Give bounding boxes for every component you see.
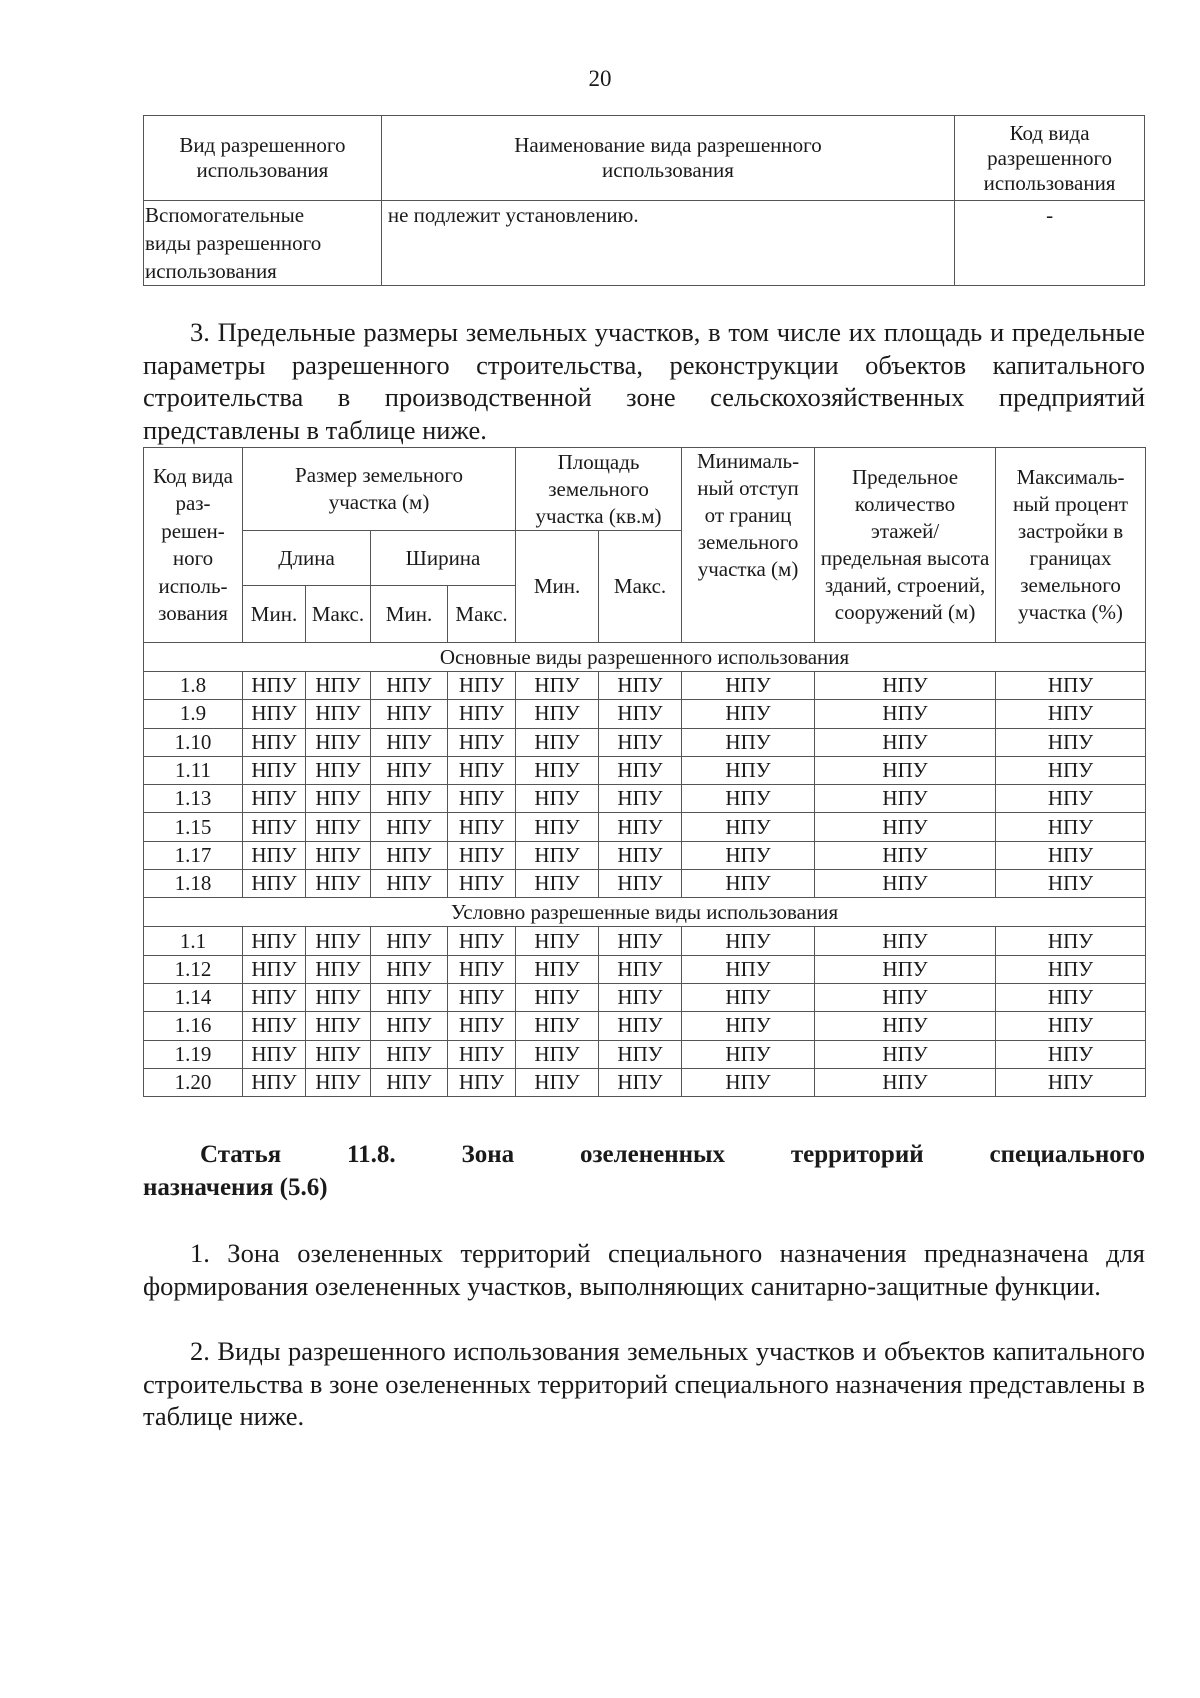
row-code: 1.13 bbox=[144, 785, 243, 813]
table-cell: НПУ bbox=[516, 927, 599, 955]
row-code: 1.10 bbox=[144, 728, 243, 756]
table-cell: НПУ bbox=[996, 1068, 1146, 1096]
table-cell: НПУ bbox=[448, 1068, 516, 1096]
table-cell: НПУ bbox=[448, 785, 516, 813]
table-cell: НПУ bbox=[682, 785, 815, 813]
header-area: Площадь земельного участка (кв.м) bbox=[516, 448, 682, 531]
table-cell: НПУ bbox=[996, 813, 1146, 841]
table-cell: НПУ bbox=[996, 700, 1146, 728]
table-cell: НПУ bbox=[516, 1040, 599, 1068]
table-cell: НПУ bbox=[996, 1040, 1146, 1068]
row-code: 1.20 bbox=[144, 1068, 243, 1096]
table-cell: НПУ bbox=[243, 927, 306, 955]
table-cell: НПУ bbox=[371, 813, 448, 841]
table-cell: НПУ bbox=[371, 672, 448, 700]
table-row bbox=[144, 672, 1146, 700]
table-cell: Вспомогательные виды разрешенного использования bbox=[144, 201, 382, 286]
table-cell: НПУ bbox=[815, 700, 996, 728]
row-code: 1.1 bbox=[144, 927, 243, 955]
row-code: 1.8 bbox=[144, 672, 243, 700]
article-heading: Статья 11.8. Зона озелененных территорий специального bbox=[200, 1141, 1145, 1168]
section-main: Основные виды разрешенного использования bbox=[144, 643, 1146, 672]
table-row bbox=[144, 955, 1146, 983]
table-cell: НПУ bbox=[682, 700, 815, 728]
table-cell: НПУ bbox=[599, 841, 682, 869]
table-cell: НПУ bbox=[815, 756, 996, 784]
table-cell: НПУ bbox=[243, 700, 306, 728]
header-length: Длина bbox=[243, 531, 371, 586]
header-code: Код вида раз-решен-ного исполь-зования bbox=[144, 448, 243, 643]
page-number: 20 bbox=[588, 66, 612, 91]
table-cell: НПУ bbox=[306, 1068, 371, 1096]
header-length-max: Макс. bbox=[306, 586, 371, 643]
table-cell: НПУ bbox=[448, 756, 516, 784]
table-cell: НПУ bbox=[682, 1068, 815, 1096]
table-cell: НПУ bbox=[448, 728, 516, 756]
table-cell: НПУ bbox=[599, 927, 682, 955]
table-cell: НПУ bbox=[371, 955, 448, 983]
table-cell: НПУ bbox=[371, 841, 448, 869]
table-cell: НПУ bbox=[371, 1068, 448, 1096]
table-cell: НПУ bbox=[448, 700, 516, 728]
table-cell: НПУ bbox=[599, 983, 682, 1011]
table-row bbox=[144, 728, 1146, 756]
header-cell: Наименование вида разрешенного использования bbox=[381, 116, 954, 201]
table-cell: НПУ bbox=[448, 983, 516, 1011]
header-width: Ширина bbox=[371, 531, 516, 586]
table-cell: НПУ bbox=[448, 841, 516, 869]
table-row bbox=[144, 983, 1146, 1011]
paragraph-3 bbox=[143, 316, 1145, 446]
table-cell: НПУ bbox=[243, 870, 306, 898]
section-conditional: Условно разрешенные виды использования bbox=[144, 898, 1146, 927]
table-cell: НПУ bbox=[599, 728, 682, 756]
header-width-max: Макс. bbox=[448, 586, 516, 643]
row-code: 1.18 bbox=[144, 870, 243, 898]
row-code: 1.12 bbox=[144, 955, 243, 983]
table-cell: НПУ bbox=[306, 841, 371, 869]
table-cell: НПУ bbox=[243, 813, 306, 841]
table-cell: НПУ bbox=[371, 700, 448, 728]
table-cell: НПУ bbox=[599, 672, 682, 700]
table-cell: НПУ bbox=[371, 785, 448, 813]
table-row bbox=[144, 841, 1146, 869]
table-cell: НПУ bbox=[516, 756, 599, 784]
paragraph-text: 3. Предельные размеры земельных участков, в том числе их площадь и предельные параметры разрешенного строительства, реконструкции объектов капитального строительства в производственной зоне сельскохозяйственных предприятий представлены в таблице ниже. bbox=[143, 317, 1145, 445]
table-cell: НПУ bbox=[243, 756, 306, 784]
table-cell: НПУ bbox=[682, 927, 815, 955]
table-cell: НПУ bbox=[306, 672, 371, 700]
table-cell: НПУ bbox=[996, 785, 1146, 813]
table-cell: НПУ bbox=[516, 955, 599, 983]
table-cell: НПУ bbox=[306, 955, 371, 983]
table-cell: НПУ bbox=[448, 672, 516, 700]
table-cell: НПУ bbox=[815, 1068, 996, 1096]
table-cell: НПУ bbox=[599, 700, 682, 728]
table-cell: НПУ bbox=[243, 983, 306, 1011]
table-cell: НПУ bbox=[996, 728, 1146, 756]
table-cell: НПУ bbox=[682, 870, 815, 898]
table-cell: НПУ bbox=[815, 983, 996, 1011]
table-cell: НПУ bbox=[815, 841, 996, 869]
table-cell: НПУ bbox=[996, 1012, 1146, 1040]
table-cell: не подлежит установлению. bbox=[381, 201, 954, 286]
row-code: 1.14 bbox=[144, 983, 243, 1011]
plot-parameters-table bbox=[143, 447, 1146, 1097]
table-cell: НПУ bbox=[682, 955, 815, 983]
table-cell: НПУ bbox=[815, 927, 996, 955]
table-cell: НПУ bbox=[306, 927, 371, 955]
table-row bbox=[144, 1040, 1146, 1068]
table-cell: НПУ bbox=[682, 983, 815, 1011]
table-cell: НПУ bbox=[448, 1012, 516, 1040]
header-cell: Вид разрешенного использования bbox=[144, 116, 382, 201]
table-cell: НПУ bbox=[448, 1040, 516, 1068]
header-area-min: Мин. bbox=[516, 531, 599, 643]
table-cell: НПУ bbox=[448, 955, 516, 983]
table-cell: НПУ bbox=[599, 1040, 682, 1068]
table-cell: НПУ bbox=[516, 728, 599, 756]
table-cell: НПУ bbox=[306, 983, 371, 1011]
header-max-percent: Максималь-ный процент застройки в границах земельного участка (%) bbox=[996, 448, 1146, 643]
table-cell: НПУ bbox=[682, 756, 815, 784]
article-heading-continuation: назначения (5.6) bbox=[143, 1174, 328, 1201]
table-cell: НПУ bbox=[682, 1040, 815, 1068]
table-cell: НПУ bbox=[306, 700, 371, 728]
table-row bbox=[144, 700, 1146, 728]
table-row bbox=[144, 756, 1146, 784]
table-cell: НПУ bbox=[243, 955, 306, 983]
table-cell: НПУ bbox=[306, 1012, 371, 1040]
table-cell: НПУ bbox=[371, 728, 448, 756]
table-cell: НПУ bbox=[516, 841, 599, 869]
paragraph-1 bbox=[143, 1237, 1145, 1302]
table-cell: НПУ bbox=[815, 1040, 996, 1068]
table-row bbox=[144, 870, 1146, 898]
table-cell: НПУ bbox=[815, 672, 996, 700]
table-cell: НПУ bbox=[243, 1040, 306, 1068]
table-cell: НПУ bbox=[599, 1068, 682, 1096]
table-cell: НПУ bbox=[815, 728, 996, 756]
row-code: 1.11 bbox=[144, 756, 243, 784]
table-cell: НПУ bbox=[996, 841, 1146, 869]
table-cell: НПУ bbox=[448, 927, 516, 955]
table-cell: НПУ bbox=[996, 672, 1146, 700]
table-cell: НПУ bbox=[599, 756, 682, 784]
table-cell: НПУ bbox=[516, 1068, 599, 1096]
table-row bbox=[144, 813, 1146, 841]
table-cell: НПУ bbox=[243, 1068, 306, 1096]
table-cell: НПУ bbox=[815, 813, 996, 841]
table-cell: НПУ bbox=[815, 785, 996, 813]
table-row bbox=[144, 927, 1146, 955]
table-cell: НПУ bbox=[682, 728, 815, 756]
table-cell: НПУ bbox=[306, 756, 371, 784]
paragraph-text: 1. Зона озелененных территорий специального назначения предназначена для формирования озелененных участков, выполняющих санитарно-защитные функции. bbox=[143, 1238, 1145, 1301]
table-cell: НПУ bbox=[306, 813, 371, 841]
table-row bbox=[144, 785, 1146, 813]
header-floors: Предельное количество этажей/ предельная высота зданий, строений, сооружений (м) bbox=[815, 448, 996, 643]
table-cell: НПУ bbox=[599, 785, 682, 813]
table-cell: НПУ bbox=[448, 870, 516, 898]
table-cell: НПУ bbox=[682, 1012, 815, 1040]
table-row bbox=[144, 1068, 1146, 1096]
table-cell: НПУ bbox=[815, 1012, 996, 1040]
table-cell: НПУ bbox=[371, 927, 448, 955]
table-cell: НПУ bbox=[243, 785, 306, 813]
table-cell: НПУ bbox=[243, 841, 306, 869]
row-code: 1.16 bbox=[144, 1012, 243, 1040]
table-cell: НПУ bbox=[996, 927, 1146, 955]
table-cell: НПУ bbox=[599, 955, 682, 983]
table-cell: НПУ bbox=[516, 983, 599, 1011]
conditional-rows bbox=[144, 927, 1146, 1097]
table-cell: - bbox=[955, 201, 1145, 286]
header-size: Размер земельного участка (м) bbox=[243, 448, 516, 531]
header-length-min: Мин. bbox=[243, 586, 306, 643]
table-cell: НПУ bbox=[682, 841, 815, 869]
table-cell: НПУ bbox=[815, 955, 996, 983]
paragraph-2 bbox=[143, 1335, 1145, 1433]
table-cell: НПУ bbox=[371, 756, 448, 784]
table-cell: НПУ bbox=[516, 813, 599, 841]
table-cell: НПУ bbox=[243, 1012, 306, 1040]
table-cell: НПУ bbox=[371, 870, 448, 898]
table-cell: НПУ bbox=[682, 813, 815, 841]
table-row bbox=[144, 201, 1145, 286]
table-cell: НПУ bbox=[996, 955, 1146, 983]
header-min-offset: Минималь-ный отступ от границ земельного участка (м) bbox=[682, 448, 815, 643]
table-cell: НПУ bbox=[516, 1012, 599, 1040]
table-cell: НПУ bbox=[599, 813, 682, 841]
header-area-max: Макс. bbox=[599, 531, 682, 643]
row-code: 1.9 bbox=[144, 700, 243, 728]
table-cell: НПУ bbox=[243, 672, 306, 700]
permitted-use-table bbox=[143, 115, 1145, 286]
header-cell: Код вида разрешенного использования bbox=[955, 116, 1145, 201]
table-cell: НПУ bbox=[996, 870, 1146, 898]
table-header-row bbox=[144, 116, 1145, 201]
table-cell: НПУ bbox=[306, 785, 371, 813]
row-code: 1.17 bbox=[144, 841, 243, 869]
table-cell: НПУ bbox=[306, 1040, 371, 1068]
table-cell: НПУ bbox=[516, 700, 599, 728]
table-cell: НПУ bbox=[682, 672, 815, 700]
row-code: 1.19 bbox=[144, 1040, 243, 1068]
table-cell: НПУ bbox=[815, 870, 996, 898]
table-cell: НПУ bbox=[371, 1040, 448, 1068]
table-cell: НПУ bbox=[448, 813, 516, 841]
table-cell: НПУ bbox=[516, 785, 599, 813]
table-cell: НПУ bbox=[996, 756, 1146, 784]
table-cell: НПУ bbox=[516, 870, 599, 898]
paragraph-text: 2. Виды разрешенного использования земельных участков и объектов капитального строительства в зоне озелененных территорий специального назначения представлены в таблице ниже. bbox=[143, 1336, 1145, 1431]
row-code: 1.15 bbox=[144, 813, 243, 841]
table-cell: НПУ bbox=[371, 983, 448, 1011]
table-cell: НПУ bbox=[371, 1012, 448, 1040]
table-cell: НПУ bbox=[996, 983, 1146, 1011]
main-rows bbox=[144, 672, 1146, 898]
table-cell: НПУ bbox=[516, 672, 599, 700]
table-cell: НПУ bbox=[599, 1012, 682, 1040]
table-row bbox=[144, 1012, 1146, 1040]
header-width-min: Мин. bbox=[371, 586, 448, 643]
table-cell: НПУ bbox=[599, 870, 682, 898]
table-cell: НПУ bbox=[243, 728, 306, 756]
table-cell: НПУ bbox=[306, 870, 371, 898]
table-cell: НПУ bbox=[306, 728, 371, 756]
